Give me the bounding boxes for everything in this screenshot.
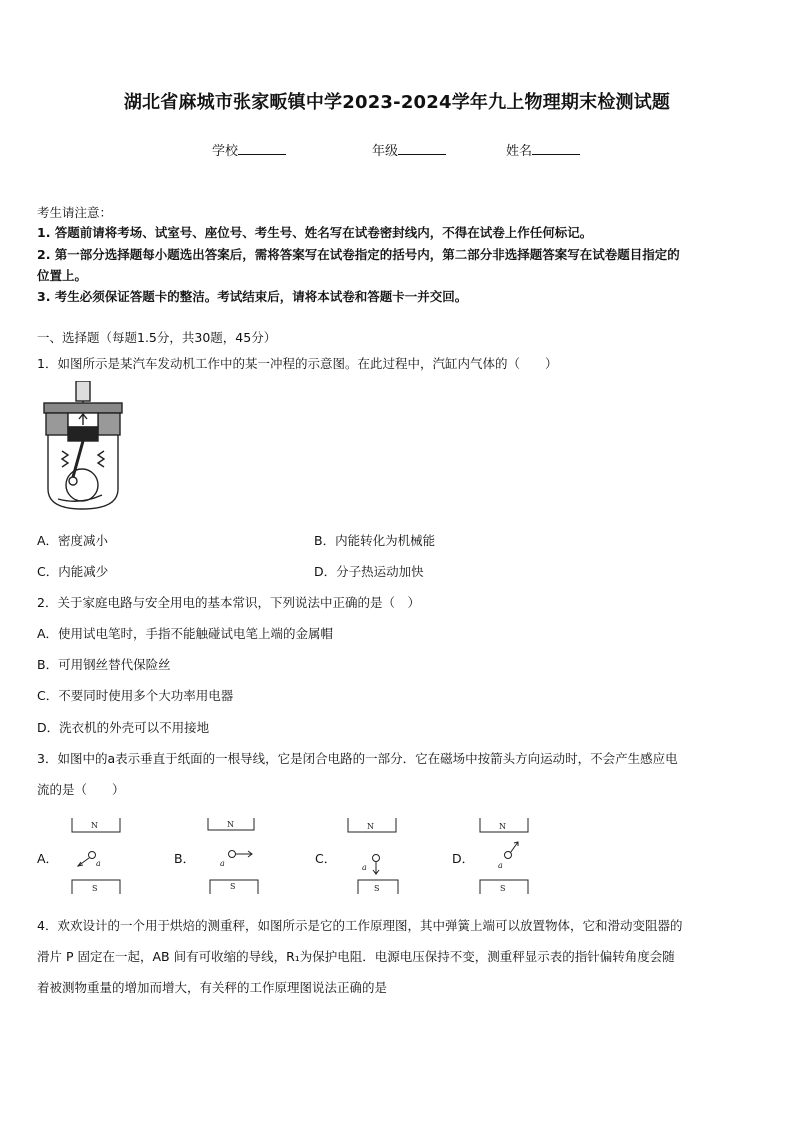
school-blank xyxy=(238,142,286,155)
q3-label-d: D． xyxy=(452,851,475,866)
q3-figure-d xyxy=(474,818,544,896)
school-field xyxy=(212,140,286,159)
notice-item-2-cont: 位置上。 xyxy=(37,268,88,283)
q3-stem: 3．如图中的a表示垂直于纸面的一根导线，它是闭合电路的一部分．它在磁场中按箭头方向运动时，不会产生感应电 xyxy=(37,751,678,766)
notice-item-3: 3. 考生必须保证答题卡的整洁。考试结束后，请将本试卷和答题卡一并交回。 xyxy=(37,289,468,304)
q2-option-b: B．可用钢丝替代保险丝 xyxy=(37,657,171,672)
grade-label: 年级 xyxy=(372,144,399,159)
q2-option-d: D．洗衣机的外壳可以不用接地 xyxy=(37,720,210,735)
notice-item-1: 1. 答题前请将考场、试室号、座位号、考生号、姓名写在试卷密封线内，不得在试卷上作任何标记。 xyxy=(37,225,593,240)
q3-figure-a xyxy=(62,818,132,896)
q1-option-b: B．内能转化为机械能 xyxy=(314,533,436,548)
q3-figure-b xyxy=(200,818,270,896)
name-blank xyxy=(532,142,580,155)
q3-c-wire: a xyxy=(362,863,367,872)
q3-d-wire: a xyxy=(498,861,503,870)
grade-field xyxy=(372,140,446,159)
notice-heading: 考生请注意： xyxy=(37,205,113,220)
q3-c-pole-n: N xyxy=(367,822,374,831)
q3-stem-cont: 流的是（ ） xyxy=(37,782,125,797)
q1-stem: 1．如图所示是某汽车发动机工作中的某一冲程的示意图。在此过程中，汽缸内气体的（ ） xyxy=(37,356,558,371)
q4-line-1: 4．欢欢设计的一个用于烘焙的测重秤，如图所示是它的工作原理图，其中弹簧上端可以放置物体，它和滑动变阻器的 xyxy=(37,918,683,933)
q1-option-d: D．分子热运动加快 xyxy=(314,564,424,579)
q3-c-pole-s: S xyxy=(374,884,380,893)
q3-a-wire: a xyxy=(96,859,101,868)
name-field xyxy=(506,140,580,159)
q2-stem: 2．关于家庭电路与安全用电的基本常识，下列说法中正确的是（ ） xyxy=(37,595,420,610)
q3-label-b: B． xyxy=(174,851,196,866)
q3-a-pole-s: S xyxy=(92,884,98,893)
q3-label-a: A． xyxy=(37,851,59,866)
q3-b-pole-n: N xyxy=(227,820,234,829)
q3-d-pole-n: N xyxy=(499,822,506,831)
q3-b-pole-s: S xyxy=(230,882,236,891)
page-title: 湖北省麻城市张家畈镇中学2023-2024学年九上物理期末检测试题 xyxy=(123,92,671,113)
section-heading: 一、选择题（每题1.5分，共30题，45分） xyxy=(37,330,277,345)
q3-label-c: C． xyxy=(315,851,337,866)
q4-line-2: 滑片 P 固定在一起，AB 间有可收缩的导线，R₁为保护电阻．电源电压保持不变，测重秤显示表的指针偏转角度会随 xyxy=(37,949,675,964)
q3-figure-c xyxy=(340,818,410,896)
q3-b-wire: a xyxy=(220,859,225,868)
name-label: 姓名 xyxy=(506,144,533,159)
notice-item-2: 2. 第一部分选择题每小题选出答案后，需将答案写在试卷指定的括号内，第二部分非选择题答案写在试卷题目指定的 xyxy=(37,247,680,262)
q3-a-pole-n: N xyxy=(91,821,98,830)
q1-option-a: A．密度减小 xyxy=(37,533,109,548)
grade-blank xyxy=(398,142,446,155)
q3-d-pole-s: S xyxy=(500,884,506,893)
school-label: 学校 xyxy=(212,144,239,159)
q1-option-c: C．内能减少 xyxy=(37,564,109,579)
q2-option-c: C．不要同时使用多个大功率用电器 xyxy=(37,688,234,703)
q4-line-3: 着被测物重量的增加而增大，有关秤的工作原理图说法正确的是 xyxy=(37,980,388,995)
engine-diagram xyxy=(40,381,125,513)
q2-option-a: A．使用试电笔时，手指不能触碰试电笔上端的金属帽 xyxy=(37,626,334,641)
